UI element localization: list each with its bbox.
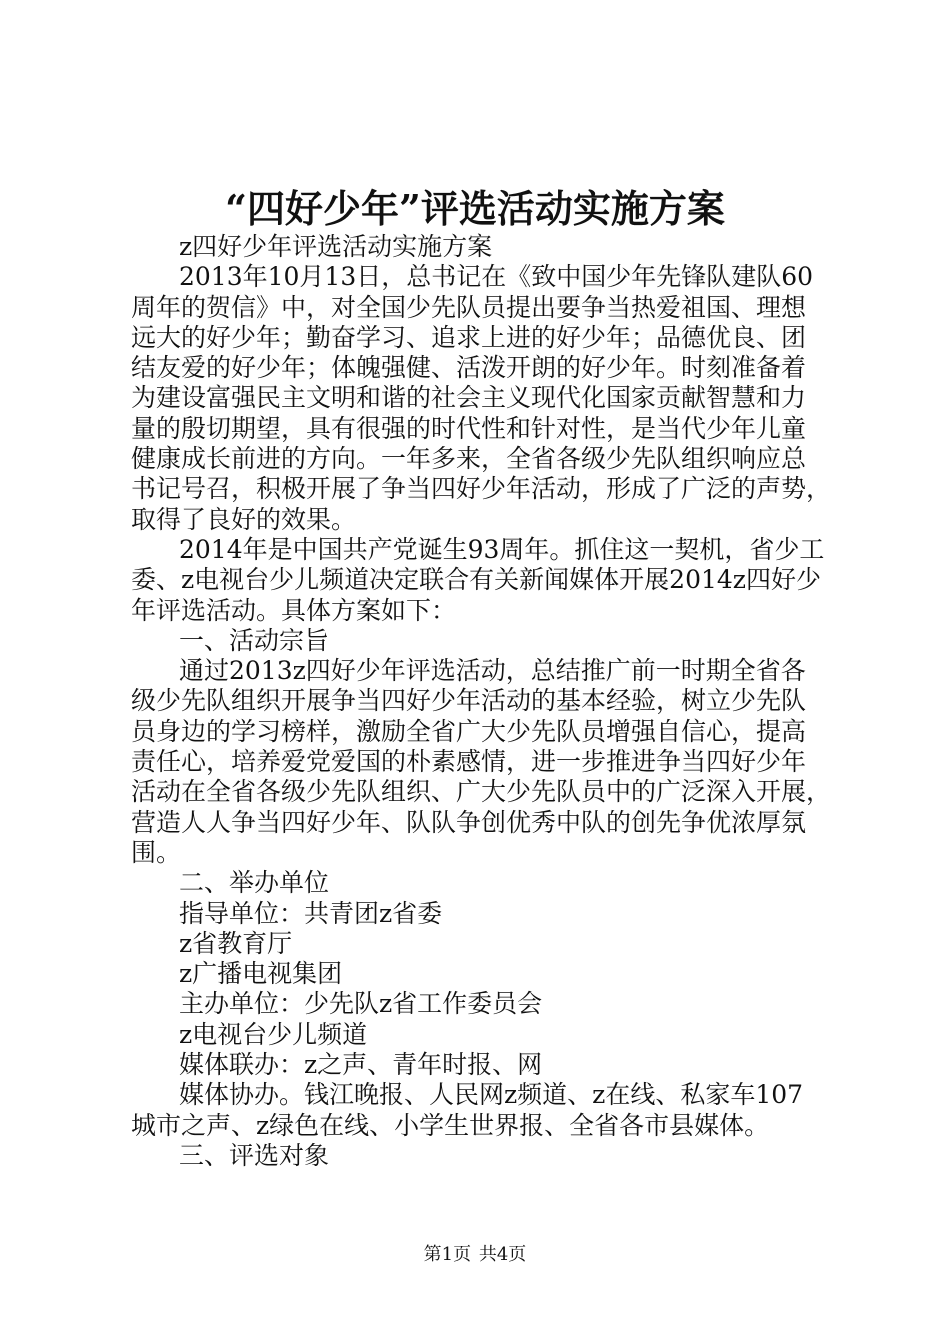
paragraph-line: 2013年10月13日，总书记在《致中国少年先锋队建队60 — [179, 262, 814, 292]
paragraph-line: 年评选活动。具体方案如下： — [131, 595, 457, 625]
paragraph-line: 责任心，培养爱党爱国的朴素感情，进一步推进争当四好少年 — [131, 747, 807, 777]
paragraph-line: 员身边的学习榜样，激励全省广大少先队员增强自信心，提高 — [131, 716, 807, 746]
paragraph-line: 通过2013z四好少年评选活动，总结推广前一时期全省各 — [179, 656, 806, 686]
paragraph-intro — [131, 262, 831, 535]
host-unit: 主办单位：少先队z省工作委员会 — [179, 989, 543, 1019]
paragraph-line: 营造人人争当四好少年、队队争创优秀中队的创先争优浓厚氛 — [131, 807, 807, 837]
paragraph-line: 为建设富强民主文明和谐的社会主义现代化国家贡献智慧和力 — [131, 383, 807, 413]
media-joint: 媒体联办：z之声、青年时报、网 — [179, 1050, 543, 1080]
paragraph-media-support — [131, 1080, 831, 1141]
paragraph-line: 取得了良好的效果。 — [131, 504, 357, 534]
document-body — [131, 232, 831, 1171]
paragraph-line: 健康成长前进的方向。一年多来，全省各级少先队组织响应总 — [131, 444, 807, 474]
paragraph-line: 活动在全省各级少先队组织、广大少先队员中的广泛深入开展， — [131, 777, 832, 807]
section-heading-purpose: 一、活动宗旨 — [179, 625, 330, 655]
section-heading-targets: 三、评选对象 — [179, 1140, 330, 1170]
paragraph-line: 城市之声、z绿色在线、小学生世界报、全省各市县媒体。 — [131, 1110, 770, 1140]
document-title: “四好少年”评选活动实施方案 — [225, 186, 725, 231]
paragraph-purpose — [131, 656, 831, 868]
broadcast-group: z广播电视集团 — [179, 959, 343, 989]
education-department: z省教育厅 — [179, 928, 293, 958]
paragraph-line: 量的殷切期望，具有很强的时代性和针对性，是当代少年儿童 — [131, 413, 807, 443]
page-footer — [0, 1243, 950, 1267]
paragraph-line: 2014年是中国共产党诞生93周年。抓住这一契机，省少工 — [179, 534, 825, 564]
page-total: 共4页 — [478, 1244, 527, 1265]
paragraph-2014 — [131, 535, 831, 626]
page-number: 第1页 — [423, 1244, 472, 1265]
paragraph-line: 周年的贺信》中，对全国少先队员提出要争当热爱祖国、理想 — [131, 292, 807, 322]
paragraph-line: 委、z电视台少儿频道决定联合有关新闻媒体开展2014z四好少 — [131, 565, 821, 595]
guide-unit: 指导单位：共青团z省委 — [179, 898, 443, 928]
paragraph-line: 远大的好少年；勤奋学习、追求上进的好少年；品德优良、团 — [131, 322, 807, 352]
paragraph-line: 级少先队组织开展争当四好少年活动的基本经验，树立少先队 — [131, 686, 807, 716]
paragraph-line: 媒体协办。钱江晚报、人民网z频道、z在线、私家车107 — [179, 1080, 804, 1110]
paragraph-line: 围。 — [131, 837, 182, 867]
document-subtitle: z四好少年评选活动实施方案 — [179, 232, 493, 261]
paragraph-line: 书记号召，积极开展了争当四好少年活动，形成了广泛的声势， — [131, 474, 832, 504]
paragraph-line: 结友爱的好少年；体魄强健、活泼开朗的好少年。时刻准备着 — [131, 353, 807, 383]
tv-channel: z电视台少儿频道 — [179, 1019, 368, 1049]
section-heading-organizers: 二、举办单位 — [179, 868, 330, 898]
